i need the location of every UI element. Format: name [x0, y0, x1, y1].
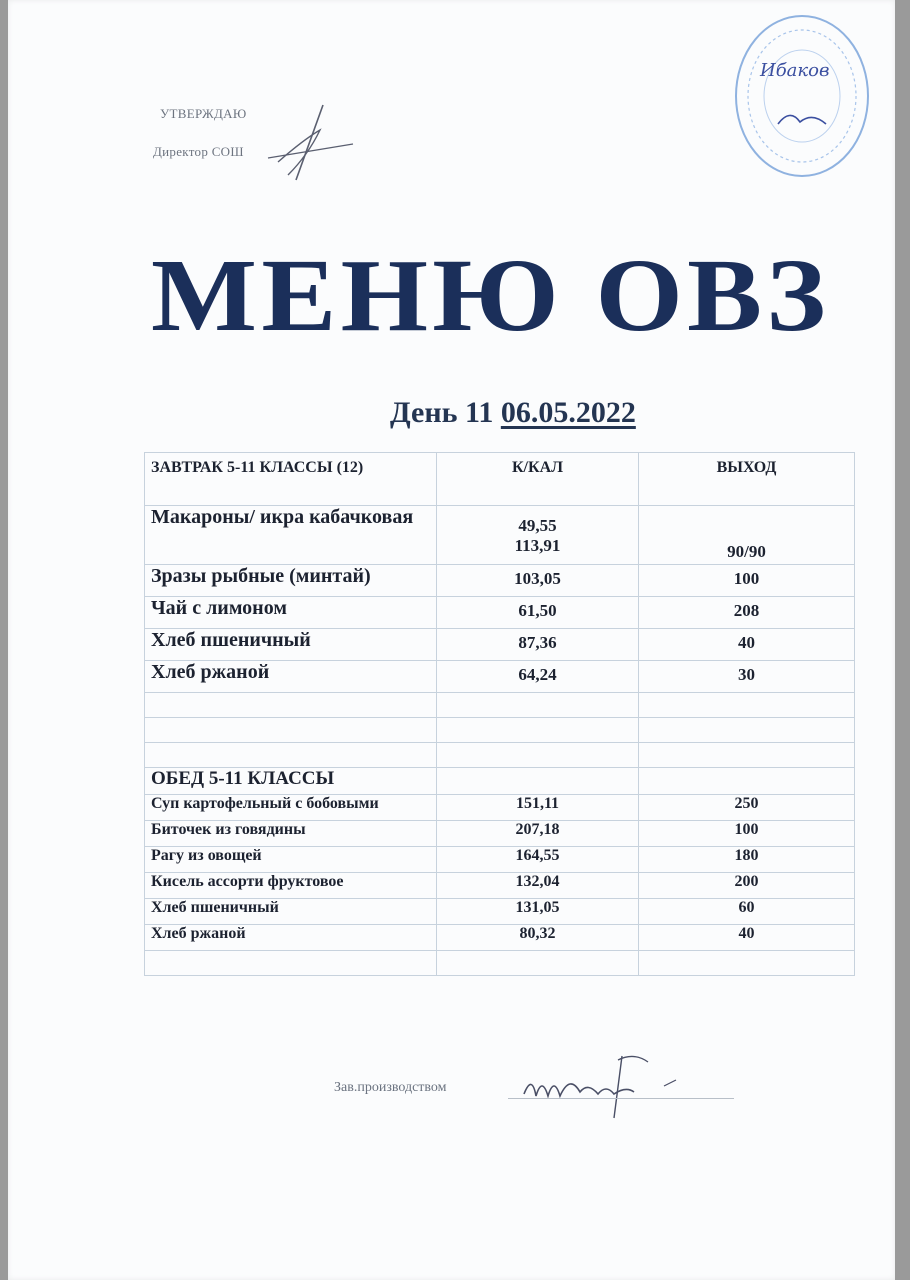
- dish-yield: 208: [639, 597, 855, 629]
- dish-name: Кисель ассорти фруктовое: [145, 873, 437, 899]
- dish-yield-value: 90/90: [727, 542, 766, 562]
- production-manager-signature: [514, 1046, 694, 1126]
- dish-kcal-part: 49,55: [518, 516, 557, 535]
- empty-row: [145, 743, 855, 768]
- dish-yield: [639, 506, 855, 565]
- menu-table: [144, 452, 855, 976]
- breakfast-title: ЗАВТРАК 5-11 КЛАССЫ (12): [145, 453, 437, 506]
- production-manager-label: Зав.производством: [334, 1080, 447, 1095]
- dish-yield: 60: [639, 899, 855, 925]
- table-row: [145, 565, 855, 597]
- dish-yield: 200: [639, 873, 855, 899]
- dish-kcal: 132,04: [437, 873, 639, 899]
- dish-name: Суп картофельный с бобовыми: [145, 795, 437, 821]
- stamp-handwriting: Ибаков: [760, 60, 830, 81]
- dish-kcal-part: 113,91: [514, 535, 561, 555]
- dish-yield: 180: [639, 847, 855, 873]
- dish-name: Зразы рыбные (минтай): [145, 565, 437, 597]
- table-row: [145, 506, 855, 565]
- table-row: [145, 661, 855, 693]
- dish-yield: 250: [639, 795, 855, 821]
- table-row: [145, 821, 855, 847]
- signature-line: [508, 1098, 734, 1099]
- table-row: [145, 873, 855, 899]
- dish-kcal: 103,05: [437, 565, 639, 597]
- empty-row: [145, 951, 855, 976]
- dish-yield: 100: [639, 821, 855, 847]
- dish-kcal: 80,32: [437, 925, 639, 951]
- table-row: [145, 925, 855, 951]
- school-stamp: [730, 12, 876, 182]
- dish-kcal: 131,05: [437, 899, 639, 925]
- lunch-title: ОБЕД 5-11 КЛАССЫ: [145, 768, 437, 795]
- dish-name: Хлеб ржаной: [145, 925, 437, 951]
- document-page: [8, 0, 895, 1280]
- dish-name: Чай с лимоном: [145, 597, 437, 629]
- table-row: [145, 629, 855, 661]
- day-date: 06.05.2022: [500, 396, 636, 429]
- table-row: [145, 597, 855, 629]
- breakfast-header-row: [145, 453, 855, 506]
- table-row: [145, 847, 855, 873]
- dish-kcal: 207,18: [437, 821, 639, 847]
- lunch-header-row: [145, 768, 855, 795]
- dish-yield: 100: [639, 565, 855, 597]
- yield-header: ВЫХОД: [639, 453, 855, 506]
- table-row: [145, 899, 855, 925]
- director-signature: [248, 100, 358, 190]
- dish-kcal: 61,50: [437, 597, 639, 629]
- dish-yield: 40: [639, 925, 855, 951]
- dish-name: Хлеб пшеничный: [145, 629, 437, 661]
- table-row: [145, 795, 855, 821]
- dish-kcal: 164,55: [437, 847, 639, 873]
- dish-name: Макароны/ икра кабачковая: [145, 506, 437, 565]
- dish-name: Рагу из овощей: [145, 847, 437, 873]
- empty-row: [145, 718, 855, 743]
- dish-name: Хлеб пшеничный: [145, 899, 437, 925]
- approval-title: УТВЕРЖДАЮ: [160, 106, 247, 121]
- page-title: МЕНЮ ОВЗ: [151, 238, 830, 353]
- kcal-header: К/КАЛ: [437, 453, 639, 506]
- dish-name: Биточек из говядины: [145, 821, 437, 847]
- dish-kcal: 87,36: [437, 629, 639, 661]
- dish-name: Хлеб ржаной: [145, 661, 437, 693]
- dish-yield: 30: [639, 661, 855, 693]
- dish-kcal: 64,24: [437, 661, 639, 693]
- empty-row: [145, 693, 855, 718]
- day-line: [390, 396, 636, 430]
- dish-kcal: [437, 506, 639, 565]
- dish-yield: 40: [639, 629, 855, 661]
- day-label: День 11: [390, 396, 494, 429]
- approval-position: Директор СОШ: [153, 144, 244, 159]
- dish-kcal: 151,11: [437, 795, 639, 821]
